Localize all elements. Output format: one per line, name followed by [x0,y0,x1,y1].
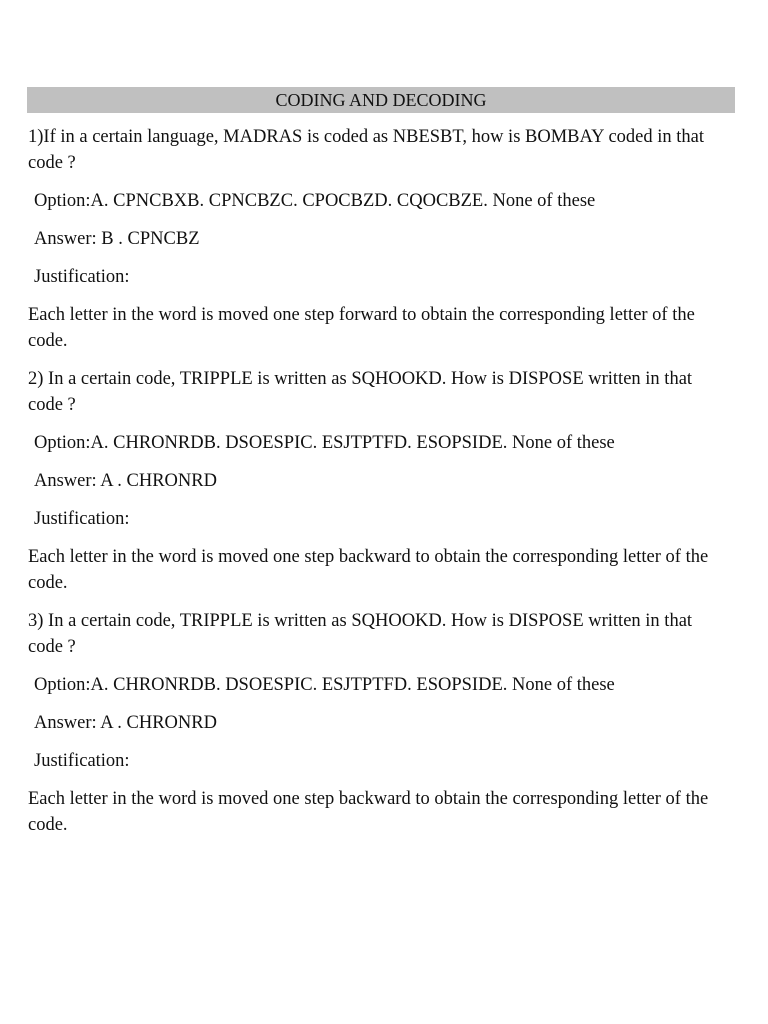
page-title: CODING AND DECODING [27,87,735,113]
question-answer: Answer: B . CPNCBZ [34,229,200,249]
justification-label: Justification: [34,751,130,771]
question-options: Option:A. CHRONRDB. DSOESPIC. ESJTPTFD. ESOPSIDE. None of these [34,433,615,453]
question-text: 1)If in a certain language, MADRAS is coded as NBESBT, how is BOMBAY coded in that code ? [28,127,705,173]
question-options: Option:A. CHRONRDB. DSOESPIC. ESJTPTFD. ESOPSIDE. None of these [34,675,615,695]
question-text: 3) In a certain code, TRIPPLE is written as SQHOOKD. How is DISPOSE written in that code ? [28,611,693,657]
justification-label: Justification: [34,509,130,529]
question-text: 2) In a certain code, TRIPPLE is written as SQHOOKD. How is DISPOSE written in that code ? [28,369,693,415]
question-block-3 [28,608,718,838]
question-block-2 [28,366,718,596]
question-answer: Answer: A . CHRONRD [34,471,217,491]
question-block-1 [28,124,718,354]
question-answer: Answer: A . CHRONRD [34,713,217,733]
justification-text: Each letter in the word is moved one step backward to obtain the corresponding letter of the code. [28,789,709,835]
questions-content [28,124,718,850]
question-options: Option:A. CPNCBXB. CPNCBZC. CPOCBZD. CQOCBZE. None of these [34,191,596,211]
justification-label: Justification: [34,267,130,287]
justification-text: Each letter in the word is moved one step forward to obtain the corresponding letter of the code. [28,305,695,351]
justification-text: Each letter in the word is moved one step backward to obtain the corresponding letter of the code. [28,547,709,593]
